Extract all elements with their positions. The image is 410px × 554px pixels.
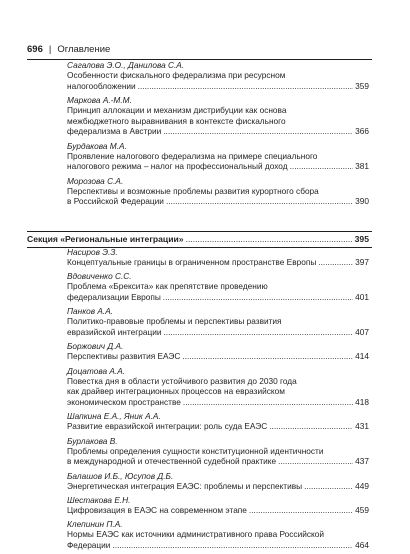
- dot-leader: [163, 126, 353, 137]
- entry-title-line: [67, 292, 369, 303]
- entry-author: Сагалова Э.О., Данилова С.А.: [67, 60, 185, 70]
- entry-author: Балашов И.Б., Юсупов Д.Б.: [67, 470, 174, 481]
- entry-page-number: 418: [355, 397, 369, 407]
- toc-list-bottom: [67, 247, 369, 554]
- entry-author: Доцатова А.А.: [67, 365, 126, 376]
- entry-title-text: Развитие евразийской интеграции: роль суда ЕАЭС: [67, 421, 268, 432]
- entry-page-number: 401: [355, 292, 369, 302]
- toc-entry[interactable]: [67, 471, 369, 492]
- entry-title-line: [67, 316, 369, 327]
- dot-leader: [138, 81, 353, 92]
- entry-title-text: Перспективы и возможные проблемы развития курортного сбора: [67, 185, 319, 196]
- entry-author: Бурдакова М.А.: [67, 140, 127, 151]
- entry-page-number: 431: [355, 421, 369, 432]
- page-number: 696: [27, 44, 43, 55]
- entry-title-text: Перспективы развития ЕАЭС: [67, 351, 181, 362]
- entry-title-text: налогообложении: [67, 80, 136, 91]
- entry-title-line: [67, 257, 369, 268]
- entry-title-line: [67, 421, 369, 432]
- entry-title-text: в Российской Федерации: [67, 196, 164, 207]
- entry-title-line: [67, 505, 369, 516]
- toc-entry[interactable]: [67, 141, 369, 172]
- entry-author: Боржович Д.А.: [67, 341, 124, 352]
- toc-entry[interactable]: [67, 60, 369, 91]
- entry-title-line: [67, 126, 369, 137]
- entry-title-line: [67, 186, 369, 197]
- dot-leader: [163, 327, 353, 338]
- entry-title-text: Энергетическая интеграция ЕАЭС: проблемы и перспективы: [67, 480, 303, 491]
- toc-entry[interactable]: [67, 176, 369, 207]
- entry-page-number: 407: [355, 327, 369, 337]
- toc-entry[interactable]: [67, 495, 369, 516]
- entry-title-text: экономическом пространстве: [67, 397, 181, 407]
- entry-title-text: федерализации Европы: [67, 292, 161, 302]
- toc-entry[interactable]: [67, 411, 369, 432]
- section-heading[interactable]: [27, 234, 369, 245]
- entry-page-number: 459: [355, 504, 369, 515]
- entry-title-line: [67, 81, 369, 92]
- dot-leader: [183, 397, 353, 408]
- entry-title-text: Особенности фискального федерализма при ресурсном: [67, 70, 286, 80]
- section-page: 395: [354, 234, 369, 244]
- entry-title-text: Проблема «Брексита» как препятствие проведению: [67, 281, 268, 292]
- section-title: Секция «Региональные интеграции»: [27, 234, 184, 244]
- dot-leader: [269, 421, 353, 432]
- entry-author: Шестакова Е.Н.: [67, 494, 131, 505]
- dot-leader: [318, 257, 353, 268]
- entry-author: Насиров Э.З.: [67, 247, 118, 257]
- toc-entry[interactable]: [67, 271, 369, 302]
- entry-author: Шапкина Е.А., Яник А.А.: [67, 411, 161, 422]
- toc-list-top: [67, 60, 369, 211]
- dot-leader: [166, 196, 353, 207]
- entry-title-text: налогового режима – налог на профессиональный доход: [67, 161, 288, 172]
- entry-title-line: [67, 481, 369, 492]
- entry-title-line: [67, 397, 369, 408]
- entry-title-line: [67, 351, 369, 362]
- dot-leader: [249, 505, 353, 516]
- entry-title-text: евразийской интеграции: [67, 327, 162, 337]
- entry-title-text: в международной и отечественной судебной практике: [67, 456, 277, 467]
- entry-author: Клепинин П.А.: [67, 519, 123, 530]
- entry-title-text: Проявление налогового федерализма на примере специального: [67, 150, 318, 161]
- entry-page-number: 397: [355, 257, 369, 267]
- entry-title-text: федерализма в Австрии: [67, 126, 162, 137]
- entry-title-line: [67, 327, 369, 338]
- entry-title-text: Федерации: [67, 539, 111, 550]
- toc-entry[interactable]: [67, 436, 369, 467]
- entry-author: Вдовиченко С.С.: [67, 271, 132, 282]
- entry-author: Панков А.А.: [67, 306, 114, 317]
- toc-entry[interactable]: [67, 366, 369, 408]
- entry-title-line: [67, 446, 369, 457]
- entry-title-text: Политико-правовые проблемы и перспективы развития: [67, 316, 282, 327]
- entry-title-text: как драйвер интеграционных процессов на евразийском: [67, 386, 285, 397]
- entry-page-number: 390: [355, 196, 369, 207]
- entry-title-line: [67, 376, 369, 387]
- entry-title-text: межбюджетного выравнивания в контексте фискального: [67, 115, 286, 126]
- toc-entry[interactable]: [67, 341, 369, 362]
- entry-page-number: 449: [355, 480, 369, 491]
- entry-title-line: [67, 386, 369, 397]
- entry-title-line: [67, 529, 369, 540]
- entry-title-text: Принцип аллокации и механизм дистрибуции как основа: [67, 105, 287, 115]
- entry-title-line: [67, 456, 369, 467]
- dot-leader: [186, 234, 353, 245]
- toc-entry[interactable]: [67, 306, 369, 337]
- entry-author: Морозова С.А.: [67, 175, 124, 186]
- entry-author: Маркова А.-М.М.: [67, 95, 132, 105]
- dot-leader: [163, 292, 353, 303]
- entry-title-text: Нормы ЕАЭС как источники административного права Российской: [67, 529, 324, 540]
- running-title: Оглавление: [57, 44, 111, 55]
- dot-leader: [290, 161, 354, 172]
- entry-author: Бурлакова В.: [67, 435, 118, 446]
- entry-page-number: 359: [355, 80, 369, 91]
- dot-leader: [112, 540, 353, 551]
- header-separator: |: [48, 44, 52, 55]
- entry-title-text: Концептуальные границы в ограниченном пространстве Европы: [67, 257, 317, 267]
- entry-page-number: 414: [355, 351, 369, 362]
- entry-title-line: [67, 161, 369, 172]
- entry-page-number: 464: [355, 539, 369, 550]
- entry-title-line: [67, 540, 369, 551]
- entry-title-line: [67, 151, 369, 162]
- dot-leader: [278, 456, 353, 467]
- entry-title-text: Проблемы определения сущности конституционной идентичности: [67, 445, 324, 456]
- entry-page-number: 437: [355, 456, 369, 467]
- entry-page-number: 381: [355, 161, 369, 172]
- toc-entry[interactable]: [67, 519, 369, 550]
- toc-entry[interactable]: [67, 95, 369, 137]
- entry-page-number: 366: [355, 126, 369, 137]
- entry-title-line: [67, 281, 369, 292]
- toc-entry[interactable]: [67, 247, 369, 268]
- section-rule-top: [27, 231, 372, 232]
- dot-leader: [182, 351, 353, 362]
- running-header: [27, 44, 110, 55]
- entry-title-line: [67, 70, 369, 81]
- entry-title-line: [67, 196, 369, 207]
- entry-title-text: Цифровизация в ЕАЭС на современном этапе: [67, 504, 247, 515]
- entry-title-line: [67, 105, 369, 116]
- entry-title-line: [67, 116, 369, 127]
- entry-title-text: Повестка дня в области устойчивого развития до 2030 года: [67, 375, 297, 386]
- dot-leader: [304, 481, 353, 492]
